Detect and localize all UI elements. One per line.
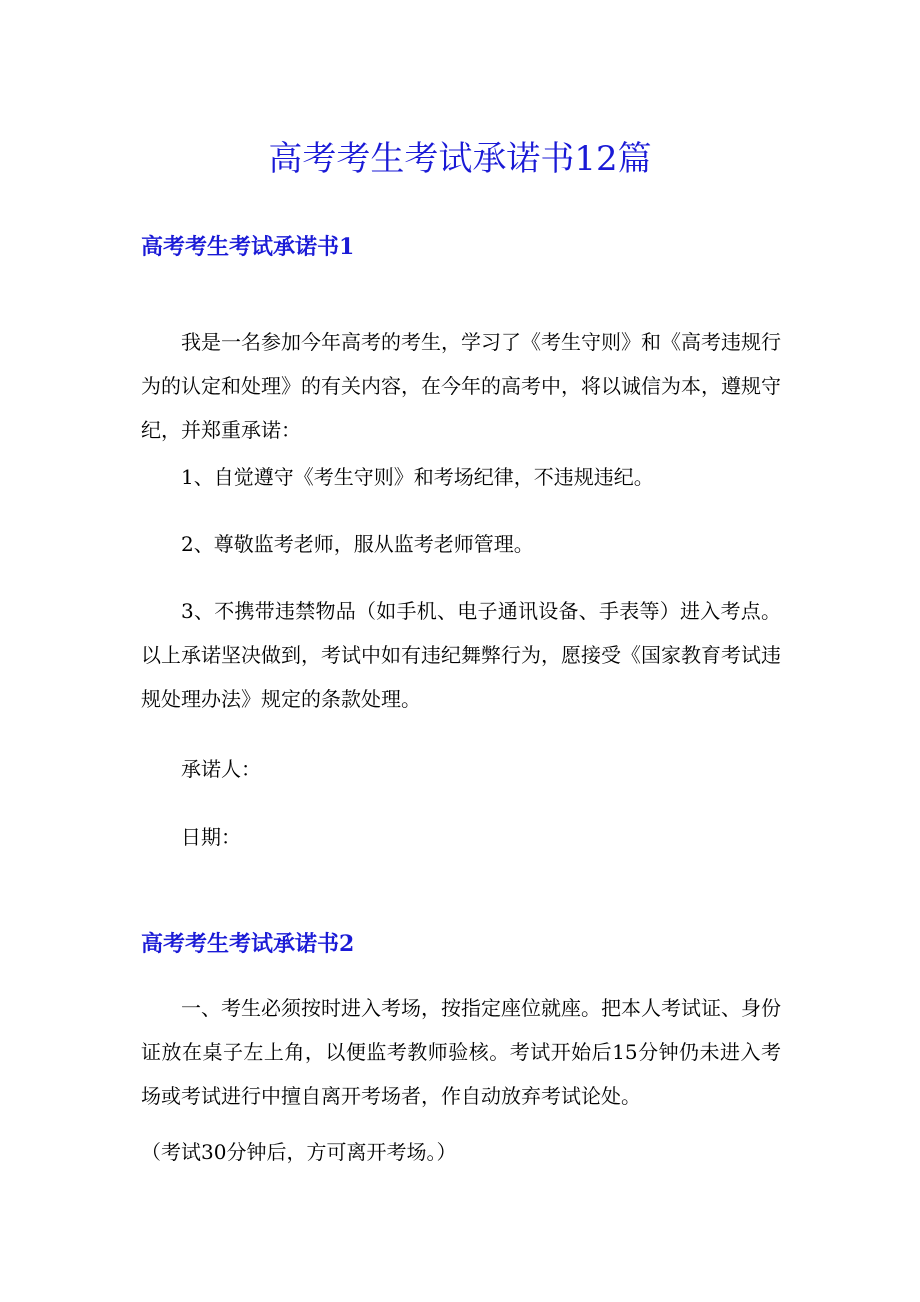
section-1-intro-paragraph: 我是一名参加今年高考的考生，学习了《考生守则》和《高考违规行为的认定和处理》的有关内容，在今年的高考中，将以诚信为本，遵规守纪，并郑重承诺： [141, 330, 781, 442]
section-1-pledge-item-2: 2、尊敬监考老师，服从监考老师管理。 [181, 532, 534, 556]
section-1-pledge-item-1: 1、自觉遵守《考生守则》和考场纪律，不违规违纪。 [181, 465, 654, 489]
section-2-note-paragraph: （考试30分钟后，方可离开考场。） [141, 1140, 457, 1164]
section-1-pledge-item-3: 3、不携带违禁物品（如手机、电子通讯设备、手表等）进入考点。以上承诺坚决做到，考试中如有违纪舞弊行为，愿接受《国家教育考试违规处理办法》规定的条款处理。 [141, 599, 781, 711]
date-label: 日期： [181, 825, 241, 849]
document-title: 高考考生考试承诺书12篇 [268, 139, 652, 179]
section-2-rule-1-paragraph: 一、考生必须按时进入考场，按指定座位就座。把本人考试证、身份证放在桌子左上角，以便监考教师验核。考试开始后15分钟仍未进入考场或考试进行中擅自离开考场者，作自动放弃考试论处。 [141, 996, 781, 1108]
section-heading-1: 高考考生考试承诺书1 [141, 234, 355, 260]
signatory-label: 承诺人： [181, 757, 261, 781]
section-heading-2: 高考考生考试承诺书2 [141, 931, 355, 957]
